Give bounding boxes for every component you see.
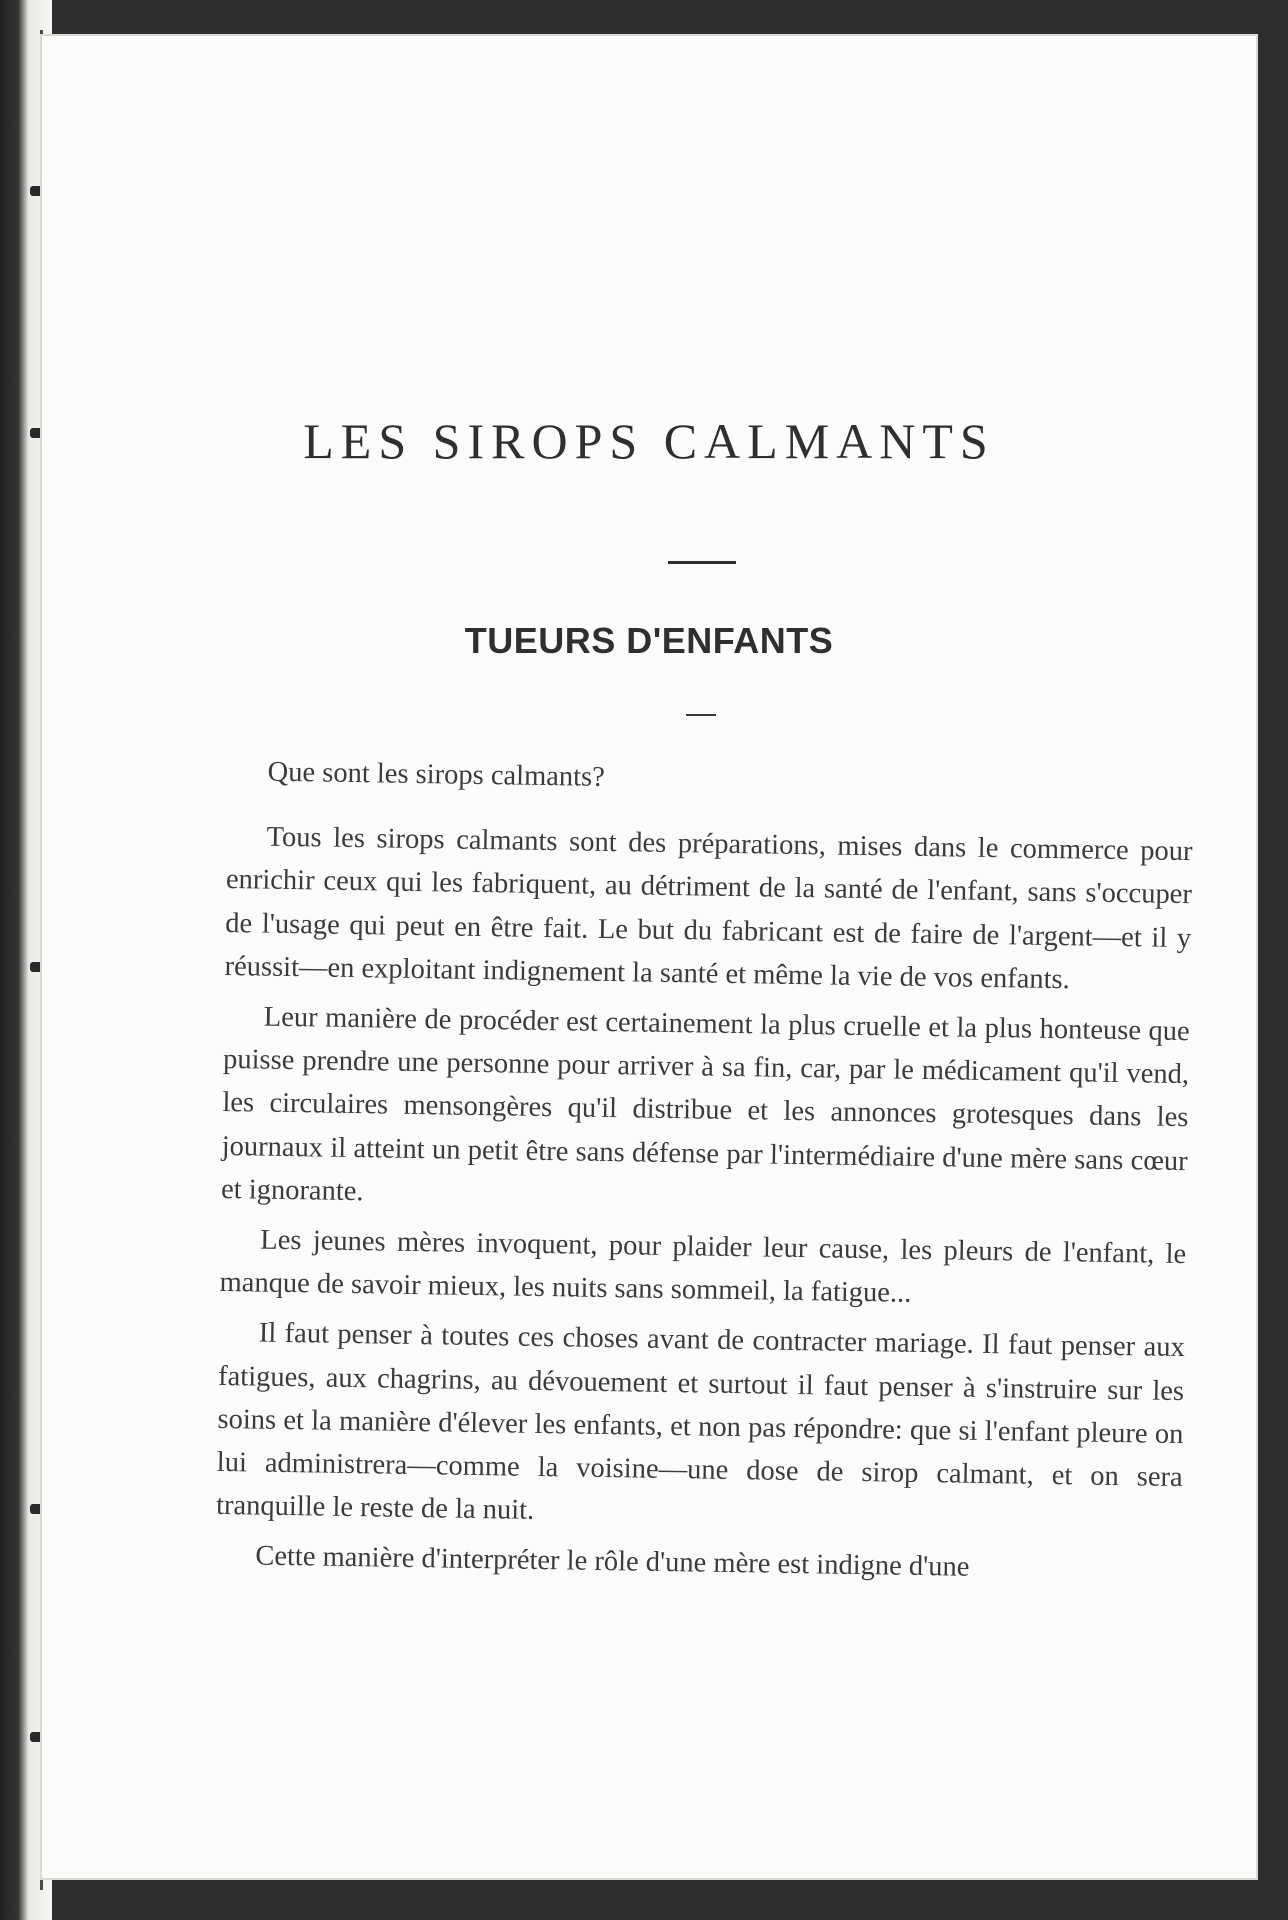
- document-page: [40, 34, 1258, 1880]
- page-content: [40, 34, 1258, 1880]
- paragraph: Les jeunes mères invoquent, pour plaider leur cause, les pleurs de l'enfant, le manque de savoir mieux, les nuits sans sommeil, la fatigue...: [219, 1224, 1187, 1310]
- body-text: [215, 750, 1194, 1600]
- paragraph: Cette manière d'interpréter le rôle d'une mère est indigne d'une: [255, 1540, 970, 1584]
- paragraph: Il faut penser à toutes ces choses avant de contracter mariage. Il faut penser aux fatigues, aux chagrins, au dévouement et surtout il faut penser à s'instruire sur les soins et la manière d'élever les enfants, et non pas répondre: que si l'enfant pleure on lui administrera—comme la voisine—une dose de sirop calmant, et on sera tranquille le reste de la nuit.: [215, 1317, 1185, 1527]
- page-title: LES SIROPS CALMANTS: [303, 413, 995, 469]
- paragraph: Leur manière de procéder est certainement la plus cruelle et la plus honteuse que puisse prendre une personne pour arriver à sa fin, car, par le médicament qu'il vend, les circulaires mensongères qu'il distribue et les annonces grotesques dans les journaux il atteint un petit être sans défense par l'intermédiaire d'une mère sans cœur et ignorante.: [220, 1001, 1190, 1208]
- page-subtitle: TUEURS D'ENFANTS: [464, 620, 834, 661]
- paragraph: Tous les sirops calmants sont des préparations, mises dans le commerce pour enrichir ceux qui les fabriquent, au détriment de la santé de l'enfant, sans s'occuper de l'usage qui peut en être fait. Le but du fabricant est de faire de l'argent—et il y réussit—en exploitant indignement la santé et même la vie de vos enfants.: [224, 821, 1193, 996]
- title-rule: [668, 561, 736, 564]
- subtitle-rule: [686, 714, 716, 716]
- paragraph: Que sont les sirops calmants?: [267, 756, 606, 793]
